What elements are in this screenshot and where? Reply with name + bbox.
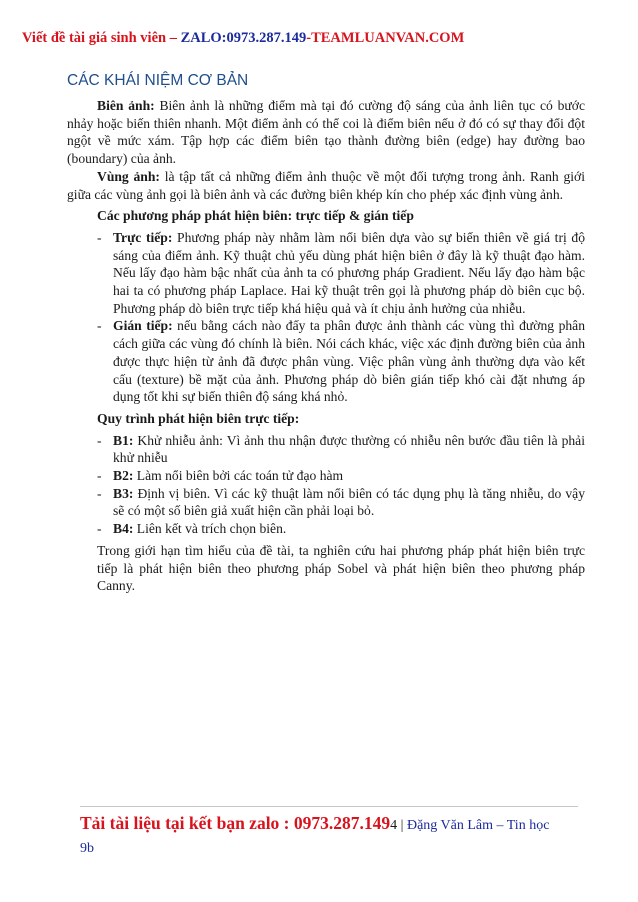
dash-bullet: - [97, 229, 102, 245]
list-item-step-2 [67, 467, 585, 485]
list-item-indirect [67, 317, 585, 406]
term-b3: B3: [113, 485, 134, 501]
dash-bullet: - [97, 432, 102, 448]
header-site: -TEAMLUANVAN.COM [306, 30, 465, 46]
header-text-1: Viết đề tài giá sinh viên – [22, 30, 181, 46]
footer-divider [80, 806, 578, 807]
section-title: CÁC KHÁI NIỆM CƠ BẢN [67, 72, 249, 89]
text-b3: Định vị biên. Vì các kỹ thuật làm nổi biên có tác dụng phụ là tăng nhiễu, do vậy sẽ có một số biên giả xuất hiện cần phải loại bỏ. [113, 485, 585, 519]
paragraph-edge [67, 97, 585, 168]
footer-author-cont: 9b [80, 841, 94, 856]
dash-bullet: - [97, 468, 102, 484]
document-body [67, 97, 585, 595]
process-heading [67, 410, 585, 428]
page-footer [80, 812, 580, 860]
text-b1: Khử nhiễu ảnh: Vì ảnh thu nhận được thường có nhiễu nên bước đầu tiên là phải khử nhiễu [113, 432, 585, 466]
methods-heading [67, 207, 585, 225]
list-item-direct [67, 229, 585, 318]
methods-heading-text: Các phương pháp phát hiện biên: trực tiếp & gián tiếp [97, 208, 414, 224]
footer-separator: | [397, 818, 407, 833]
term-b4: B4: [113, 521, 134, 537]
term-b1: B1: [113, 432, 134, 448]
paragraph-conclusion: Trong giới hạn tìm hiểu của đề tài, ta nghiên cứu hai phương pháp phát hiện biên trực tiếp là phát hiện biên theo phương pháp Sobel và phát hiện biên theo phương pháp Canny. [97, 542, 585, 594]
list-item-step-1 [67, 432, 585, 467]
footer-promo: Tải tài liệu tại kết bạn zalo : 0973.287.149 [80, 813, 391, 833]
dash-bullet: - [97, 521, 102, 537]
dash-bullet: - [97, 485, 102, 501]
list-item-step-3 [67, 485, 585, 520]
text-direct: Phương pháp này nhằm làm nổi biên dựa vào sự biến thiên về giá trị độ sáng của điểm ảnh. Kỹ thuật chủ yếu dùng phát hiện biên ở đây là kỹ thuật đạo hàm. Nếu lấy đạo hàm bậc nhất của ảnh ta có phương pháp Gradient. Nếu lấy đạo hàm bậc hai ta có phương pháp Laplace. Hai kỹ thuật trên gọi là phương pháp dò biên cục bộ. Phương pháp dò biên trực tiếp khá hiệu quả và ít chịu ảnh hưởng của nhiễu. [113, 229, 585, 316]
term-indirect: Gián tiếp: [113, 318, 173, 334]
footer-author: Đặng Văn Lâm – Tin học [406, 818, 550, 833]
term-direct: Trực tiếp: [113, 229, 173, 245]
process-heading-text: Quy trình phát hiện biên trực tiếp: [97, 410, 300, 426]
paragraph-region [67, 168, 585, 203]
header-zalo: ZALO:0973.287.149 [180, 30, 307, 46]
term-b2: B2: [113, 468, 134, 484]
term-edge: Biên ảnh: [97, 98, 155, 113]
list-item-step-4 [67, 520, 585, 538]
text-edge: Biên ảnh là những điểm mà tại đó cường độ sáng của ảnh liên tục có bước nhảy hoặc biến thiên nhanh. Một điểm ảnh có thể coi là điểm biên nếu ở đó có sự thay đổi đột ngột về mức xám. Tập hợp các điểm biên tạo thành đường biên (edge) hay đường bao (boundary) của ảnh. [67, 98, 585, 167]
text-indirect: nếu bằng cách nào đấy ta phân được ảnh thành các vùng thì đường phân cách giữa các vùng đó chính là biên. Nói cách khác, việc xác định đường biên của ảnh được thực hiện từ ảnh đã được phân vùng. Việc phân vùng ảnh thường dựa vào kết cấu (texture) bề mặt của ảnh. Phương pháp dò biên gián tiếp khó cài đặt nhưng áp dụng tốt khi sự biến thiên độ sáng khá nhỏ. [113, 318, 586, 405]
term-region: Vùng ảnh: [97, 168, 160, 184]
text-region: là tập tất cả những điểm ảnh thuộc về một đối tượng trong ảnh. Ranh giới giữa các vùng ảnh gọi là biên ảnh và các đường biên khép kín cho phép xác định vùng ảnh. [67, 168, 586, 202]
text-b2: Làm nổi biên bởi các toán tử đạo hàm [133, 468, 344, 484]
page-header [22, 30, 464, 47]
dash-bullet: - [97, 318, 102, 334]
page-number: 4 [390, 818, 398, 833]
text-b4: Liên kết và trích chọn biên. [133, 521, 287, 537]
